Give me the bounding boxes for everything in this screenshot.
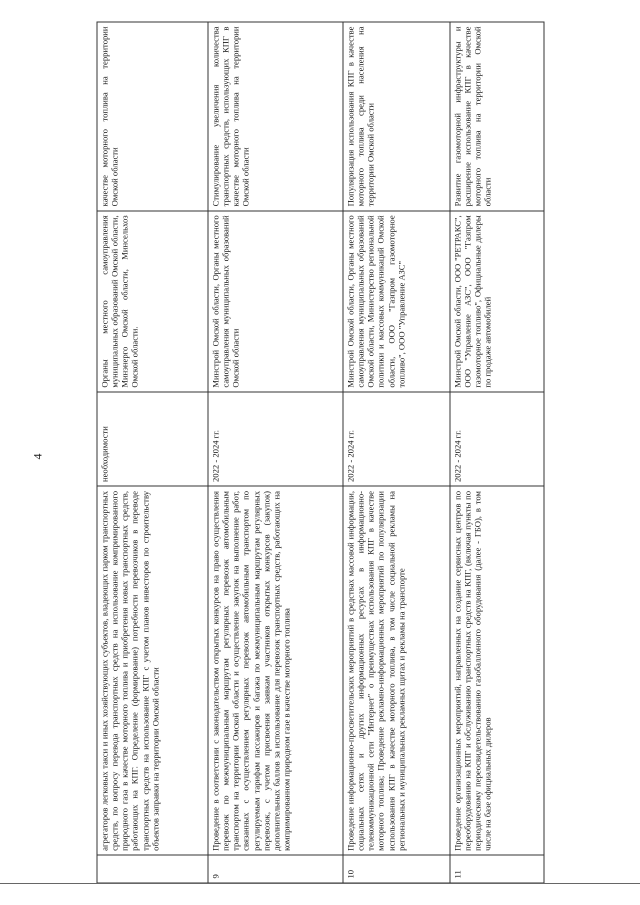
period-cell: необходимости [97, 392, 208, 486]
table-row [97, 22, 208, 883]
row-number: 9 [208, 855, 343, 883]
action-cell: агрегаторов легковых такси и иных хозяйствующих субъектов, владеющих парком транспортных средств, по вопросу перевода транспортных средств на использование компримированного природного газа в качестве моторного топлива и приобретения новых транспортных средств, работающих на КПГ. Определение (формирование) потребности перевозчиков в переводе транспортных средств на использование КПГ с учетом планов инвесторов по строительству объектов заправки на территории Омской области [97, 486, 208, 855]
executors-cell: Минстрой Омской области, ООО "РЕТРАКС", ООО "Управление АЗС", ООО "Газпром газомоторное топливо", Официальные дилеры по продаже автомобилей [450, 210, 544, 391]
period-cell: 2022 - 2024 гг. [208, 392, 343, 486]
table-row [343, 22, 450, 883]
table-row [208, 22, 343, 883]
executors-cell: Минстрой Омской области, Органы местного самоуправления муниципальных образований Омской области [208, 210, 343, 391]
rotated-sheet [97, 21, 544, 883]
result-cell: Стимулирование увеличения количества транспортных средств, использующих КПГ в качестве моторного топлива на территории Омской области [208, 22, 343, 211]
action-cell: Проведение организационных мероприятий, направленных на создание сервисных центров по переоборудованию на КПГ и обслуживанию транспортных средств на КПГ, (включая пункты по периодическому переосвидетельствованию газобаллонного оборудования (далее - ГБО), в том числе на базе официальных дилеров [450, 486, 544, 855]
result-cell: качестве моторного топлива на территории Омской области [97, 22, 208, 211]
action-cell: Проведение в соответствии с законодательством открытых конкурсов на право осуществления перевозок по межмуниципальным маршрутам регулярных перевозок автомобильным транспортом на территории Омской области и осуществление закупок на выполнение работ, связанных с осуществлением регулярных перевозок автомобильным транспортом по регулируемым тарифам пассажиров и багажа по межмуниципальным маршрутам регулярных перевозок, с учетом присвоения заявкам участников открытых конкурсов (закупок) дополнительных баллов за использование для перевозок транспортных средств, работающих на компримированном природном газе в качестве моторного топлива [208, 486, 343, 855]
action-plan-table [97, 21, 545, 883]
row-number: 10 [343, 855, 450, 883]
result-cell: Развитие газомоторной инфраструктуры и расширение использование КПГ в качестве моторного топлива на территории Омской области [450, 22, 544, 211]
row-number [97, 855, 208, 883]
table-row [450, 22, 544, 883]
page-number: 4 [30, 453, 45, 460]
period-cell: 2022 - 2024 гг. [343, 392, 450, 486]
action-cell: Проведение информационно-просветительских мероприятий в средствах массовой информации, социальных сетях и других информационных ресурсах в информационно-телекоммуникационной сети "Интернет" о преимуществах использования КПГ в качестве моторного топлива; Проведение рекламно-информационных мероприятий по популяризации использования КПГ в качестве моторного топлива, в том числе социальной рекламы на региональных и муниципальных рекламных щитах и рекламы на транспорте [343, 486, 450, 855]
row-number: 11 [450, 855, 544, 883]
executors-cell: Минстрой Омской области, Органы местного самоуправления муниципальных образований Омской области, Министерство региональной политики и массовых коммуникаций Омской области, ООО "Газпром газомоторное топливо", ООО "Управление АЗС" [343, 210, 450, 391]
result-cell: Популяризация использования КПГ в качестве моторного топлива среди населения на территории Омской области [343, 22, 450, 211]
executors-cell: Органы местного самоуправления муниципальных образований Омской области, Минэнерго Омской области, Минсельхоз Омской области. [97, 210, 208, 391]
page-bottom-divider [0, 883, 640, 884]
period-cell: 2022 - 2024 гг. [450, 392, 544, 486]
